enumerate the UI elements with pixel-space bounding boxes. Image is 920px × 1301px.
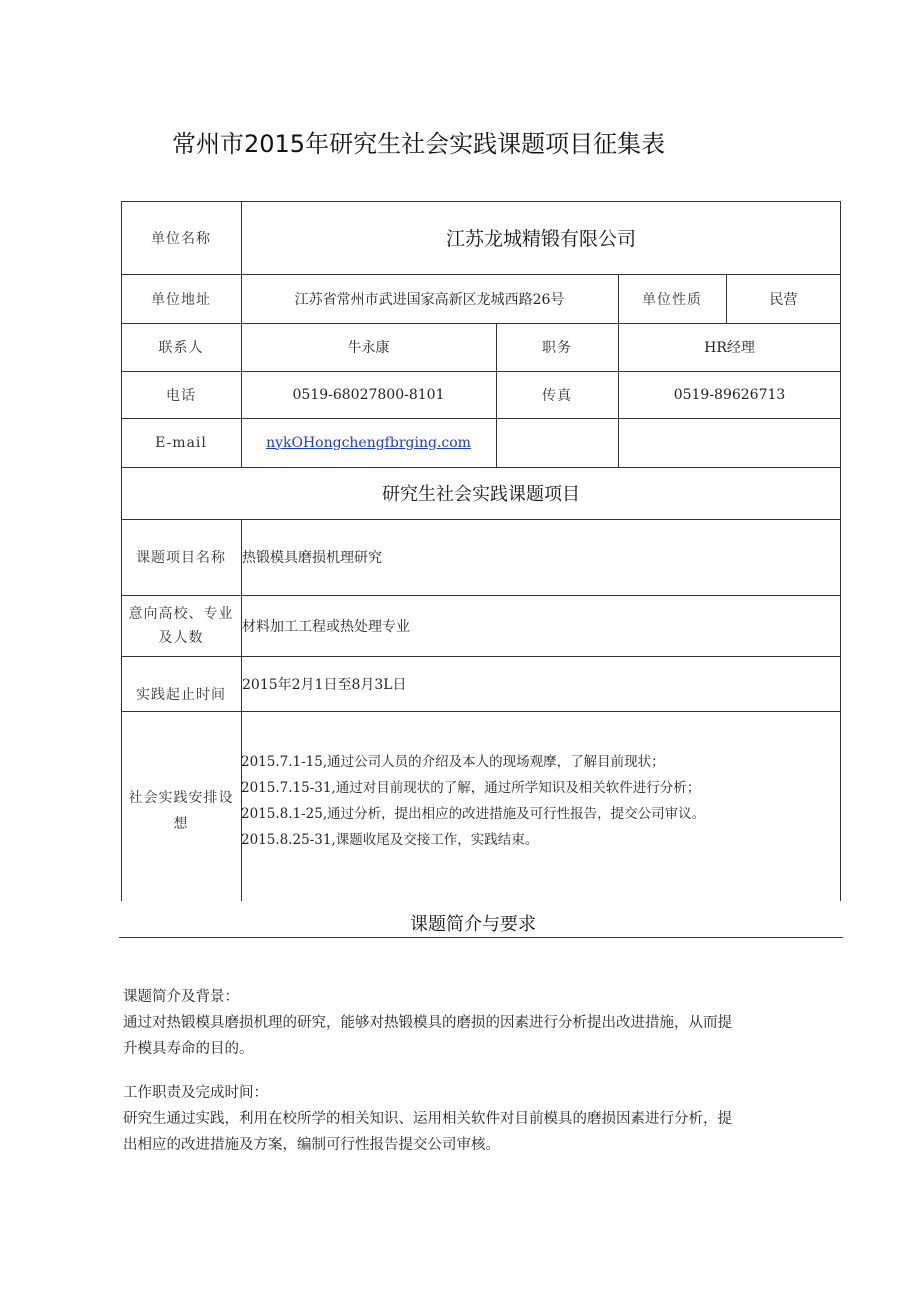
period-value: 2015年2月1日至8月3L日	[242, 676, 407, 693]
email-cell	[241, 418, 496, 467]
duty-heading: 工作职责及完成时间：	[123, 1085, 268, 1101]
background-text: 通过对热锻模具磨损机理的研究，能够对热锻模具的磨损的因素进行分析提出改进措施，从而提	[123, 1015, 732, 1031]
position-value: HR经理	[704, 340, 755, 356]
plan-item: 2015.7.1-15,通过公司人员的介绍及本人的现场观摩，了解目前现状；	[241, 754, 665, 770]
background-text: 升模具寿命的目的。	[123, 1041, 254, 1057]
project-section-title: 研究生社会实践课题项目	[382, 484, 580, 505]
company-name-label: 单位名称	[151, 230, 211, 247]
email-label: E-mail	[155, 434, 207, 451]
empty-cell	[496, 418, 618, 467]
duty-text: 出相应的改进措施及方案，编制可行性报告提交公司审核。	[123, 1137, 500, 1153]
contact-label: 联系人	[158, 340, 204, 356]
plan-list	[241, 749, 705, 853]
address-value: 江苏省常州市武进国家高新区龙城西路26号	[294, 291, 565, 308]
plan-item: 2015.8.1-25,通过分析，提出相应的改进措施及可行性报告，提交公司审议。	[241, 806, 706, 822]
empty-cell	[618, 418, 841, 467]
plan-label-line: 社会实践安排设	[128, 790, 234, 806]
email-link[interactable]: nykOHongchengfbrging.com	[266, 434, 471, 451]
plan-item: 2015.8.25-31,课题收尾及交接工作，实践结束。	[241, 832, 539, 848]
period-label: 实践起止时间	[136, 687, 226, 703]
target-label	[121, 595, 241, 656]
duty-block	[123, 1080, 843, 1158]
plan-label	[121, 781, 241, 841]
project-name-label: 课题项目名称	[136, 550, 226, 566]
target-label-line: 意向高校、专业	[128, 605, 234, 622]
phone-value: 0519-68027800-8101	[292, 386, 445, 403]
background-block	[123, 984, 843, 1062]
plan-item: 2015.7.15-31,通过对目前现状的了解，通过所学知识及相关软件进行分析；	[241, 780, 701, 796]
divider	[119, 937, 843, 938]
position-label: 职务	[542, 340, 572, 356]
target-value: 材料加工工程或热处理专业	[242, 618, 410, 635]
phone-label: 电话	[166, 387, 196, 404]
contact-value: 牛永康	[347, 340, 390, 356]
target-label-line: 及人数	[158, 629, 204, 646]
application-form-table	[121, 201, 841, 901]
intro-section-title: 课题简介与要求	[410, 914, 536, 935]
intro-section-header	[0, 910, 920, 940]
nature-label: 单位性质	[642, 291, 702, 308]
fax-value: 0519-89626713	[673, 386, 786, 403]
address-label: 单位地址	[151, 291, 211, 308]
row-divider	[121, 711, 841, 712]
fax-label: 传真	[542, 387, 572, 404]
company-name-value: 江苏龙城精锻有限公司	[445, 228, 636, 250]
background-heading: 课题简介及背景：	[123, 989, 239, 1005]
plan-label-line: 想	[173, 816, 189, 832]
page-title: 常州市2015年研究生社会实践课题项目征集表	[172, 130, 666, 158]
nature-value: 民营	[769, 291, 798, 308]
duty-text: 研究生通过实践，利用在校所学的相关知识、运用相关软件对目前模具的磨损因素进行分析，提	[123, 1111, 732, 1127]
project-name-value: 热锻模具磨损机理研究	[242, 550, 382, 566]
